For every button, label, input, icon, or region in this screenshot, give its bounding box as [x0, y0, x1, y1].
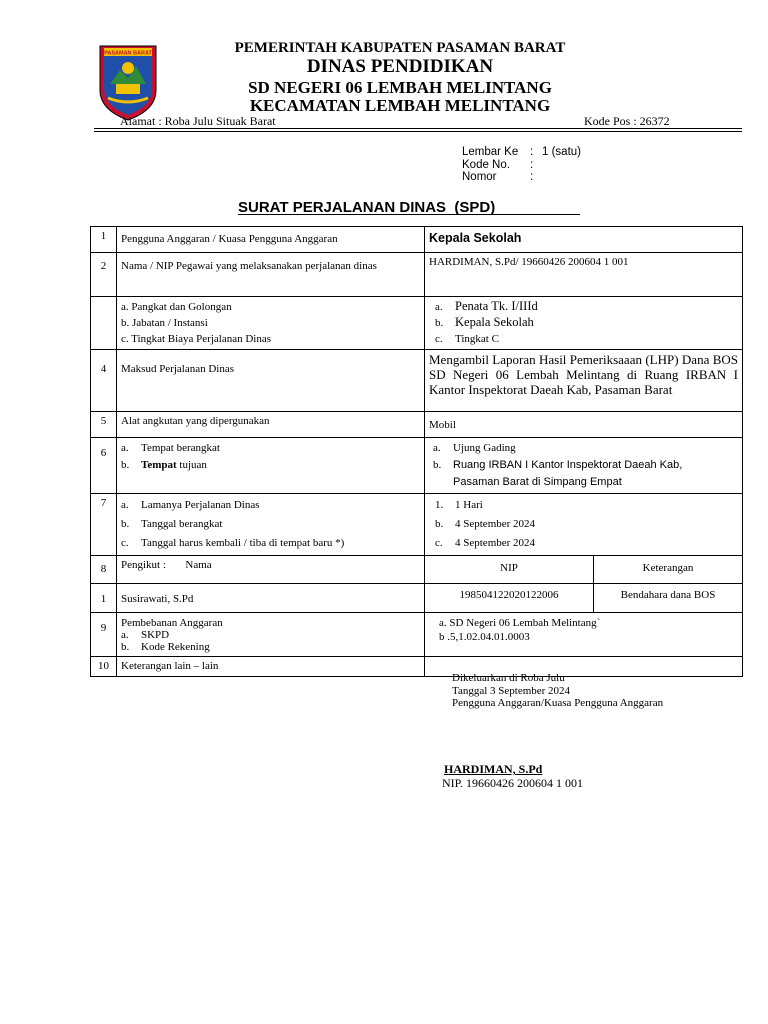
row-value — [425, 556, 743, 584]
list-marker: a. — [121, 499, 129, 511]
row-label: Keterangan lain – lain — [117, 657, 425, 677]
budget-user-value: Kepala Sekolah — [429, 231, 522, 245]
ref-sheet-value: 1 (satu) — [542, 146, 581, 158]
list-marker: c. — [435, 537, 443, 549]
signer-role: Pengguna Anggaran/Kuasa Pengguna Anggaran — [452, 697, 664, 709]
depart-date-value: 4 September 2024 — [455, 518, 536, 530]
follower-name: Susirawati, S.Pd — [117, 584, 425, 613]
header-school: SD NEGERI 06 LEMBAH MELINTANG — [248, 78, 552, 97]
list-marker: a. — [121, 629, 129, 641]
table-row — [91, 253, 743, 297]
nip-column-header: NIP — [425, 556, 594, 583]
table-row — [91, 350, 743, 412]
row-value — [425, 494, 743, 556]
table-row — [91, 412, 743, 438]
followers-label: Pengikut : — [121, 559, 166, 571]
ref-number-label: Nomor — [462, 171, 497, 183]
table-row — [91, 438, 743, 494]
row-number: 6 — [91, 438, 117, 494]
duration-label-line — [121, 496, 420, 515]
header-government: PEMERINTAH KABUPATEN PASAMAN BARAT — [234, 40, 566, 56]
destination-label-line — [121, 457, 420, 474]
cost-level-value-line — [435, 331, 738, 347]
destination-value-line — [433, 457, 738, 474]
return-date-label-line — [121, 534, 420, 553]
ref-code-row — [462, 159, 581, 172]
row-number: 2 — [91, 253, 117, 297]
list-marker: b. — [435, 317, 444, 329]
row-number: 1 — [91, 584, 117, 613]
return-date-value: 4 September 2024 — [455, 537, 536, 549]
row-label — [117, 613, 425, 657]
spd-table — [90, 226, 743, 677]
followers-name-header: Nama — [185, 559, 212, 571]
row-label: Nama / NIP Pegawai yang melaksanakan perjalanan dinas — [117, 253, 425, 297]
departure-label-line — [121, 440, 420, 457]
list-marker: a. — [433, 442, 441, 454]
row-label — [117, 494, 425, 556]
list-marker: a. — [435, 301, 443, 313]
row-value: HARDIMAN, S.Pd/ 19660426 200604 1 001 — [425, 253, 743, 297]
row-value: Mengambil Laporan Hasil Pemeriksaaan (LHP) Dana BOS SD Negeri 06 Lembah Melintang di Ruang IRBAN I Kantor Inspektorat Daeah Kab, Pasaman Barat — [425, 350, 743, 412]
note-column-header: Keterangan — [642, 562, 694, 574]
signature-block — [452, 672, 663, 710]
header-address: Alamat : Roba Julu Situak Barat — [120, 114, 276, 128]
row-value — [425, 584, 743, 613]
table-row — [91, 297, 743, 350]
row-number: 7 — [91, 494, 117, 556]
header-rule-secondary — [94, 131, 742, 132]
ref-sheet-label: Lembar Ke — [462, 146, 519, 158]
signer-nip: NIP. 19660426 200604 1 001 — [442, 776, 584, 790]
header-department: DINAS PENDIDIKAN — [306, 56, 494, 77]
row-number: 8 — [91, 556, 117, 584]
followers-header — [425, 556, 742, 583]
ref-number-row — [462, 171, 581, 184]
ref-colon: : — [530, 171, 534, 183]
skpd-label-line — [121, 629, 420, 641]
ref-colon: : — [530, 146, 534, 158]
row-label — [117, 556, 425, 584]
duration-value: 1 Hari — [455, 499, 483, 511]
destination-label-bold: Tempat — [141, 459, 177, 471]
depart-date-label: Tanggal berangkat — [141, 518, 223, 530]
rank-value-line — [435, 299, 738, 315]
table-row — [91, 556, 743, 584]
row-label: Pengguna Anggaran / Kuasa Pengguna Anggaran — [117, 227, 425, 253]
destination-value: Ruang IRBAN I Kantor Inspektorat Daeah Kab, — [453, 459, 683, 471]
row-value — [425, 227, 743, 253]
account-code-value: b .5,1.02.04.01.0003 — [439, 631, 530, 643]
ref-colon: : — [530, 158, 534, 171]
departure-value: Ujung Gading — [453, 442, 516, 454]
skpd-label: SKPD — [141, 629, 170, 641]
rank-value: Penata Tk. I/IIId — [455, 299, 538, 313]
issued-date: Tanggal 3 September 2024 — [452, 684, 571, 697]
signer-name: HARDIMAN, S.Pd — [444, 762, 543, 776]
depart-date-label-line — [121, 515, 420, 534]
skpd-value: a. SD Negeri 06 Lembah Melintang` — [439, 617, 601, 629]
depart-date-value-line — [435, 515, 738, 534]
row-number: 4 — [91, 350, 117, 412]
follower-nip: 198504122020122006 — [425, 584, 594, 612]
table-row — [91, 584, 743, 613]
return-date-label: Tanggal harus kembali / tiba di tempat baru *) — [141, 537, 345, 549]
row-number: 5 — [91, 412, 117, 438]
departure-label: Tempat berangkat — [141, 442, 220, 454]
duration-label: Lamanya Perjalanan Dinas — [141, 499, 260, 511]
list-marker: 1. — [435, 499, 444, 511]
table-row — [91, 613, 743, 657]
row-value — [425, 438, 743, 494]
table-row — [91, 494, 743, 556]
list-marker: b. — [433, 459, 442, 471]
list-marker: b. — [435, 518, 444, 530]
row-number — [91, 297, 117, 350]
list-marker: c. — [435, 333, 443, 345]
departure-value-line — [433, 440, 738, 457]
header-district: KECAMATAN LEMBAH MELINTANG — [249, 96, 551, 115]
position-value: Kepala Sekolah — [455, 315, 534, 329]
row-label: Alat angkutan yang dipergunakan — [117, 412, 425, 438]
follower-note: Bendahara dana BOS — [620, 589, 716, 601]
list-marker: c. — [121, 537, 129, 549]
position-value-line — [435, 315, 738, 331]
header-rule — [94, 128, 742, 129]
row-value — [425, 297, 743, 350]
cost-level-value: Tingkat C — [455, 333, 499, 345]
list-marker: b. — [121, 459, 130, 471]
title-underline — [238, 214, 580, 215]
row-value: Mobil — [425, 412, 743, 438]
row-number: 10 — [91, 657, 117, 677]
destination-label: tujuan — [176, 459, 207, 471]
ref-sheet-row — [462, 146, 581, 159]
row-number: 1 — [91, 227, 117, 253]
list-marker: b. — [121, 518, 130, 530]
logo-caption: PASAMAN BARAT — [104, 50, 152, 57]
account-code-label: Kode Rekening — [141, 641, 210, 653]
position-label: b. Jabatan / Instansi — [121, 317, 208, 329]
row-label — [117, 438, 425, 494]
header-postal-code: Kode Pos : 26372 — [584, 114, 670, 128]
reference-block — [462, 146, 581, 184]
issued-place: Dikeluarkan di Roba Julu — [452, 672, 565, 684]
table-row — [91, 227, 743, 253]
destination-value-continued: Pasaman Barat di Simpang Empat — [453, 476, 622, 488]
rank-label: a. Pangkat dan Golongan — [121, 301, 232, 313]
list-marker: a. — [121, 442, 129, 454]
account-code-label-line — [121, 641, 420, 653]
document-title: SURAT PERJALANAN DINAS (SPD) — [238, 199, 496, 216]
follower-details — [425, 584, 742, 612]
ref-code-label: Kode No. — [462, 158, 510, 171]
destination-value-line-2 — [433, 474, 738, 491]
row-label: Maksud Perjalanan Dinas — [117, 350, 425, 412]
budget-charge-label: Pembebanan Anggaran — [121, 617, 223, 629]
cost-level-label: c. Tingkat Biaya Perjalanan Dinas — [121, 333, 272, 345]
return-date-value-line — [435, 534, 738, 553]
row-value — [425, 613, 743, 657]
row-label — [117, 297, 425, 350]
row-number: 9 — [91, 613, 117, 657]
list-marker: b. — [121, 641, 130, 653]
duration-value-line — [435, 496, 738, 515]
